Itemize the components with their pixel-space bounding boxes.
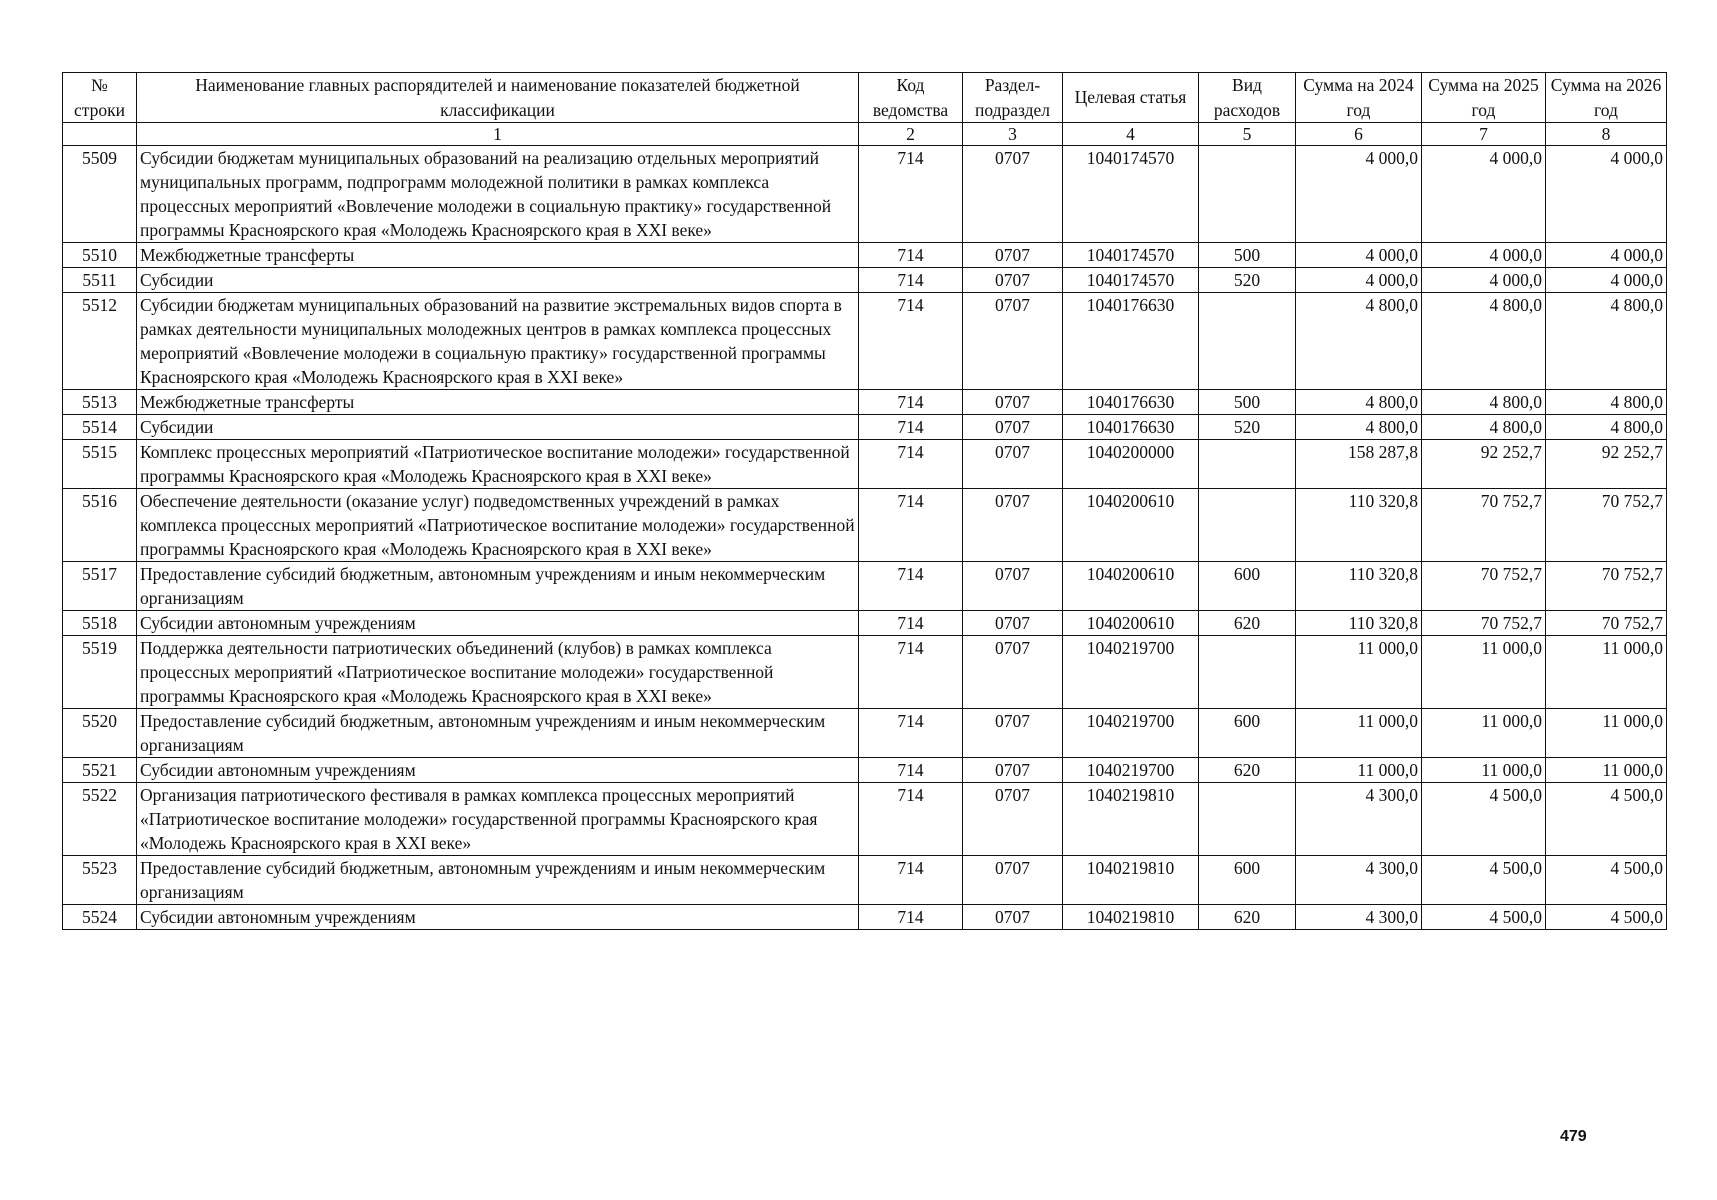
sum-2025: 70 752,7: [1422, 489, 1546, 562]
razdel-code: 0707: [963, 268, 1063, 293]
table-row: [63, 636, 1667, 709]
table-header: [63, 73, 1667, 146]
sum-2026: 11 000,0: [1546, 709, 1667, 758]
ved-code: 714: [859, 489, 963, 562]
sum-2024: 4 000,0: [1296, 146, 1422, 243]
row-number: 5518: [63, 611, 137, 636]
row-name: Межбюджетные трансферты: [137, 390, 859, 415]
razdel-code: 0707: [963, 562, 1063, 611]
sum-2025: 4 500,0: [1422, 905, 1546, 930]
sum-2026: 4 800,0: [1546, 293, 1667, 390]
table-row: [63, 611, 1667, 636]
ved-code: 714: [859, 905, 963, 930]
razdel-code: 0707: [963, 636, 1063, 709]
row-name: Субсидии автономным учреждениям: [137, 758, 859, 783]
target-article: 1040219700: [1063, 636, 1199, 709]
sum-2024: 4 800,0: [1296, 293, 1422, 390]
column-number: 1: [137, 123, 859, 146]
expense-type: 600: [1199, 856, 1296, 905]
sum-2025: 70 752,7: [1422, 611, 1546, 636]
expense-type: 600: [1199, 709, 1296, 758]
row-number: 5517: [63, 562, 137, 611]
sum-2024: 11 000,0: [1296, 709, 1422, 758]
table-row: [63, 440, 1667, 489]
ved-code: 714: [859, 709, 963, 758]
sum-2024: 4 800,0: [1296, 415, 1422, 440]
target-article: 1040174570: [1063, 268, 1199, 293]
sum-2026: 4 800,0: [1546, 390, 1667, 415]
column-number: 4: [1063, 123, 1199, 146]
razdel-code: 0707: [963, 489, 1063, 562]
table-row: [63, 268, 1667, 293]
sum-2024: 110 320,8: [1296, 489, 1422, 562]
table-row: [63, 243, 1667, 268]
sum-2026: 92 252,7: [1546, 440, 1667, 489]
sum-2024: 4 800,0: [1296, 390, 1422, 415]
table-row: [63, 758, 1667, 783]
sum-2026: 4 000,0: [1546, 243, 1667, 268]
header-name: Наименование главных распорядителей и наименование показателей бюджетной классификации: [137, 73, 859, 123]
razdel-code: 0707: [963, 146, 1063, 243]
sum-2025: 4 500,0: [1422, 783, 1546, 856]
table-row: [63, 489, 1667, 562]
column-number: 7: [1422, 123, 1546, 146]
row-number: 5510: [63, 243, 137, 268]
expense-type: 600: [1199, 562, 1296, 611]
target-article: 1040176630: [1063, 390, 1199, 415]
expense-type: [1199, 293, 1296, 390]
row-name: Поддержка деятельности патриотических объединений (клубов) в рамках комплекса процессных мероприятий «Патриотическое воспитание молодежи» государственной программы Красноярского края «Молодежь Красноярского края в XXI веке»: [137, 636, 859, 709]
header-sum-2024: Сумма на 2024 год: [1296, 73, 1422, 123]
header-ved-code: Код ведомства: [859, 73, 963, 123]
sum-2025: 4 000,0: [1422, 268, 1546, 293]
row-name: Предоставление субсидий бюджетным, автономным учреждениям и иным некоммерческим организациям: [137, 562, 859, 611]
row-name: Предоставление субсидий бюджетным, автономным учреждениям и иным некоммерческим организациям: [137, 709, 859, 758]
row-number: 5515: [63, 440, 137, 489]
sum-2025: 92 252,7: [1422, 440, 1546, 489]
razdel-code: 0707: [963, 440, 1063, 489]
sum-2025: 4 500,0: [1422, 856, 1546, 905]
ved-code: 714: [859, 636, 963, 709]
column-number: 8: [1546, 123, 1667, 146]
razdel-code: 0707: [963, 758, 1063, 783]
row-name: Обеспечение деятельности (оказание услуг) подведомственных учреждений в рамках комплекса процессных мероприятий «Патриотическое воспитание молодежи» государственной программы Красноярского края «Молодежь Красноярского края в XXI веке»: [137, 489, 859, 562]
header-row-number: № строки: [63, 73, 137, 123]
sum-2026: 11 000,0: [1546, 758, 1667, 783]
target-article: 1040219810: [1063, 856, 1199, 905]
column-number: 5: [1199, 123, 1296, 146]
expense-type: 520: [1199, 415, 1296, 440]
row-number: 5512: [63, 293, 137, 390]
table-row: [63, 562, 1667, 611]
sum-2025: 4 800,0: [1422, 293, 1546, 390]
ved-code: 714: [859, 758, 963, 783]
table-row: [63, 905, 1667, 930]
header-expense-type: Вид расходов: [1199, 73, 1296, 123]
sum-2026: 4 000,0: [1546, 268, 1667, 293]
sum-2026: 4 000,0: [1546, 146, 1667, 243]
column-number: [63, 123, 137, 146]
table-row: [63, 390, 1667, 415]
table-row: [63, 709, 1667, 758]
expense-type: [1199, 146, 1296, 243]
expense-type: 620: [1199, 905, 1296, 930]
page-number: 479: [1560, 1128, 1587, 1145]
sum-2025: 11 000,0: [1422, 758, 1546, 783]
row-number: 5521: [63, 758, 137, 783]
header-target-article: Целевая статья: [1063, 73, 1199, 123]
ved-code: 714: [859, 856, 963, 905]
table-row: [63, 415, 1667, 440]
sum-2024: 11 000,0: [1296, 758, 1422, 783]
ved-code: 714: [859, 562, 963, 611]
sum-2025: 4 800,0: [1422, 390, 1546, 415]
row-name: Межбюджетные трансферты: [137, 243, 859, 268]
target-article: 1040219810: [1063, 905, 1199, 930]
row-name: Организация патриотического фестиваля в рамках комплекса процессных мероприятий «Патриотическое воспитание молодежи» государственной программы Красноярского края «Молодежь Красноярского края в XXI веке»: [137, 783, 859, 856]
table-row: [63, 146, 1667, 243]
ved-code: 714: [859, 268, 963, 293]
row-number: 5516: [63, 489, 137, 562]
sum-2025: 70 752,7: [1422, 562, 1546, 611]
row-name: Субсидии бюджетам муниципальных образований на реализацию отдельных мероприятий муниципальных программ, подпрограмм молодежной политики в рамках комплекса процессных мероприятий «Вовлечение молодежи в социальную практику» государственной программы Красноярского края «Молодежь Красноярского края в XXI веке»: [137, 146, 859, 243]
target-article: 1040174570: [1063, 243, 1199, 268]
column-number: 3: [963, 123, 1063, 146]
row-number: 5514: [63, 415, 137, 440]
ved-code: 714: [859, 293, 963, 390]
row-number: 5511: [63, 268, 137, 293]
ved-code: 714: [859, 611, 963, 636]
target-article: 1040200610: [1063, 489, 1199, 562]
sum-2024: 158 287,8: [1296, 440, 1422, 489]
target-article: 1040200610: [1063, 562, 1199, 611]
target-article: 1040219700: [1063, 758, 1199, 783]
header-razdel: Раздел-подраздел: [963, 73, 1063, 123]
table-row: [63, 293, 1667, 390]
sum-2024: 11 000,0: [1296, 636, 1422, 709]
column-number: 2: [859, 123, 963, 146]
ved-code: 714: [859, 415, 963, 440]
row-number: 5522: [63, 783, 137, 856]
budget-table: [62, 72, 1667, 930]
expense-type: 500: [1199, 390, 1296, 415]
header-row: [63, 73, 1667, 123]
target-article: 1040200610: [1063, 611, 1199, 636]
header-sum-2025: Сумма на 2025 год: [1422, 73, 1546, 123]
row-name: Субсидии автономным учреждениям: [137, 611, 859, 636]
sum-2026: 11 000,0: [1546, 636, 1667, 709]
razdel-code: 0707: [963, 783, 1063, 856]
sum-2026: 70 752,7: [1546, 489, 1667, 562]
expense-type: [1199, 636, 1296, 709]
sum-2025: 4 800,0: [1422, 415, 1546, 440]
ved-code: 714: [859, 440, 963, 489]
target-article: 1040219810: [1063, 783, 1199, 856]
expense-type: [1199, 489, 1296, 562]
target-article: 1040219700: [1063, 709, 1199, 758]
sum-2025: 11 000,0: [1422, 636, 1546, 709]
razdel-code: 0707: [963, 415, 1063, 440]
expense-type: [1199, 783, 1296, 856]
expense-type: 620: [1199, 758, 1296, 783]
razdel-code: 0707: [963, 611, 1063, 636]
ved-code: 714: [859, 783, 963, 856]
row-name: Субсидии автономным учреждениям: [137, 905, 859, 930]
sum-2026: 70 752,7: [1546, 611, 1667, 636]
sum-2026: 4 500,0: [1546, 905, 1667, 930]
sum-2024: 4 000,0: [1296, 243, 1422, 268]
row-name: Субсидии: [137, 268, 859, 293]
row-name: Субсидии бюджетам муниципальных образований на развитие экстремальных видов спорта в рамках деятельности муниципальных молодежных центров в рамках комплекса процессных мероприятий «Вовлечение молодежи в социальную практику» государственной программы Красноярского края «Молодежь Красноярского края в XXI веке»: [137, 293, 859, 390]
sum-2025: 11 000,0: [1422, 709, 1546, 758]
table-row: [63, 856, 1667, 905]
row-name: Субсидии: [137, 415, 859, 440]
column-number: 6: [1296, 123, 1422, 146]
sum-2024: 4 300,0: [1296, 783, 1422, 856]
sum-2026: 4 800,0: [1546, 415, 1667, 440]
razdel-code: 0707: [963, 856, 1063, 905]
sum-2026: 70 752,7: [1546, 562, 1667, 611]
expense-type: 520: [1199, 268, 1296, 293]
ved-code: 714: [859, 146, 963, 243]
razdel-code: 0707: [963, 709, 1063, 758]
sum-2024: 4 300,0: [1296, 905, 1422, 930]
row-number: 5523: [63, 856, 137, 905]
sum-2025: 4 000,0: [1422, 243, 1546, 268]
expense-type: 620: [1199, 611, 1296, 636]
expense-type: 500: [1199, 243, 1296, 268]
target-article: 1040176630: [1063, 293, 1199, 390]
row-number: 5524: [63, 905, 137, 930]
row-name: Комплекс процессных мероприятий «Патриотическое воспитание молодежи» государственной программы Красноярского края «Молодежь Красноярского края в XXI веке»: [137, 440, 859, 489]
table-row: [63, 783, 1667, 856]
sum-2026: 4 500,0: [1546, 783, 1667, 856]
razdel-code: 0707: [963, 243, 1063, 268]
row-number: 5513: [63, 390, 137, 415]
sum-2024: 110 320,8: [1296, 611, 1422, 636]
razdel-code: 0707: [963, 905, 1063, 930]
row-name: Предоставление субсидий бюджетным, автономным учреждениям и иным некоммерческим организациям: [137, 856, 859, 905]
target-article: 1040174570: [1063, 146, 1199, 243]
razdel-code: 0707: [963, 390, 1063, 415]
table-body: [63, 146, 1667, 930]
header-sum-2026: Сумма на 2026 год: [1546, 73, 1667, 123]
target-article: 1040176630: [1063, 415, 1199, 440]
razdel-code: 0707: [963, 293, 1063, 390]
column-number-row: [63, 123, 1667, 146]
sum-2024: 4 000,0: [1296, 268, 1422, 293]
row-number: 5520: [63, 709, 137, 758]
sum-2024: 110 320,8: [1296, 562, 1422, 611]
target-article: 1040200000: [1063, 440, 1199, 489]
row-number: 5519: [63, 636, 137, 709]
expense-type: [1199, 440, 1296, 489]
ved-code: 714: [859, 243, 963, 268]
sum-2026: 4 500,0: [1546, 856, 1667, 905]
sum-2024: 4 300,0: [1296, 856, 1422, 905]
row-number: 5509: [63, 146, 137, 243]
ved-code: 714: [859, 390, 963, 415]
sum-2025: 4 000,0: [1422, 146, 1546, 243]
